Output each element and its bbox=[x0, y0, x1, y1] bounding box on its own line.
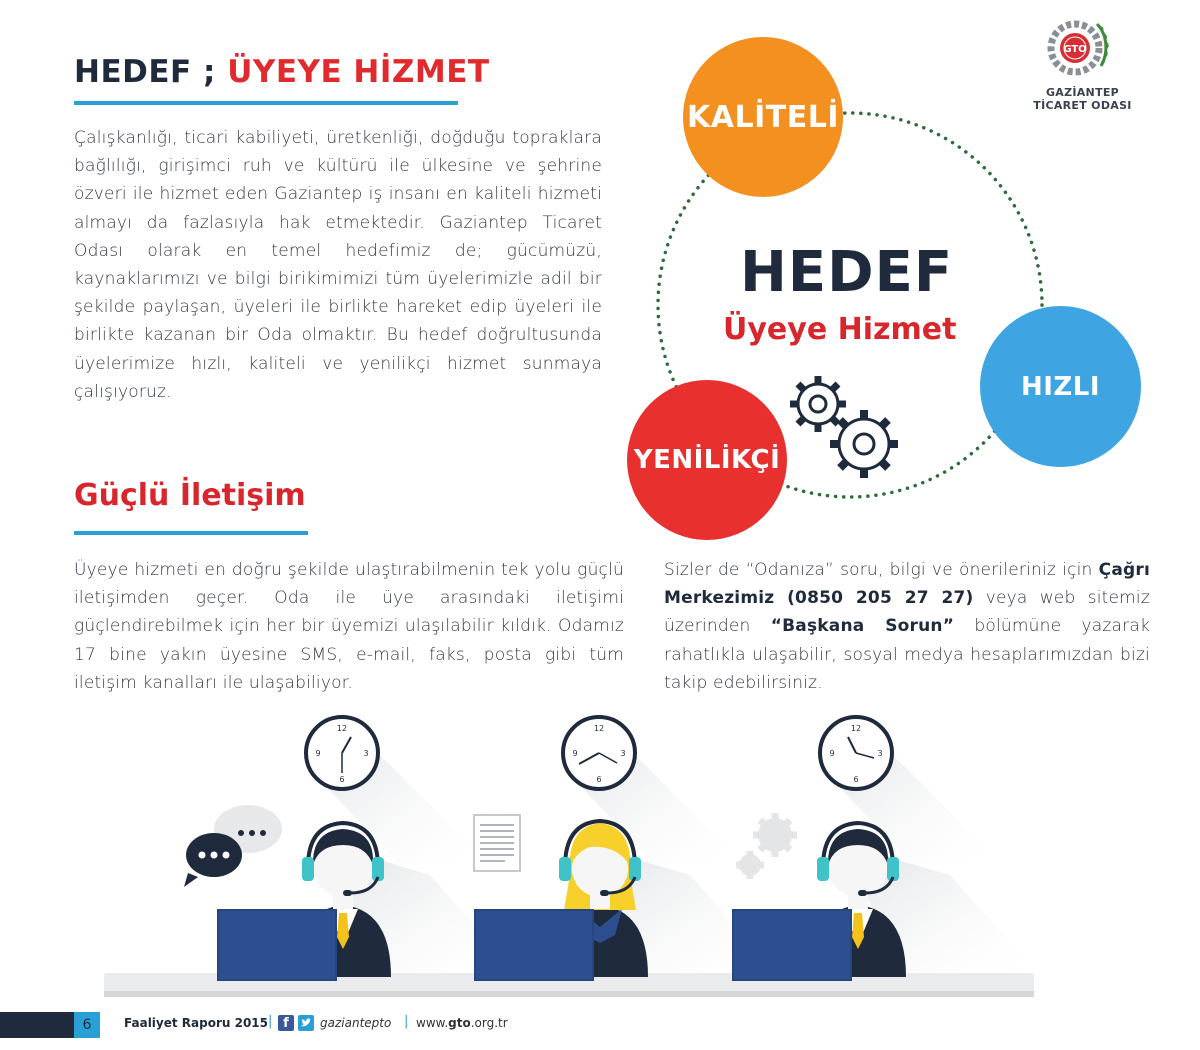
page-number: 6 bbox=[74, 1012, 100, 1038]
website-bold: gto bbox=[448, 1016, 471, 1030]
clock-icon bbox=[306, 717, 378, 789]
clock-number: 12 bbox=[336, 724, 348, 733]
footer-dark-block bbox=[0, 1012, 74, 1038]
small-gears-icon bbox=[736, 813, 797, 879]
document-icon bbox=[474, 815, 520, 871]
chat-bubbles-icon bbox=[184, 805, 282, 887]
node-hizli bbox=[980, 306, 1141, 467]
gears-icon bbox=[785, 370, 905, 485]
clock-number: 12 bbox=[850, 724, 862, 733]
twitter-icon[interactable] bbox=[298, 1015, 314, 1031]
page-title bbox=[74, 52, 490, 92]
clock-number: 3 bbox=[877, 749, 883, 758]
clock-icon bbox=[563, 717, 635, 789]
desk-edge bbox=[104, 991, 1034, 997]
footer-report-title: Faaliyet Raporu 2015 bbox=[124, 1016, 268, 1030]
right-paragraph-mid: veya web sitemiz üzerinden bbox=[664, 588, 1150, 637]
node-kaliteli bbox=[683, 37, 843, 197]
node-kaliteli-label: KALİTELİ bbox=[687, 99, 839, 135]
clock-number: 6 bbox=[853, 775, 859, 784]
facebook-icon[interactable]: f bbox=[278, 1015, 294, 1031]
clock-number: 12 bbox=[593, 724, 605, 733]
node-yenilikci-label: YENİLİKÇİ bbox=[633, 445, 781, 475]
gto-emblem-icon bbox=[1045, 12, 1115, 82]
section-heading: Güçlü İletişim bbox=[74, 478, 306, 513]
section-underline bbox=[74, 531, 308, 535]
emblem-text: GTO bbox=[1063, 44, 1087, 55]
diagram-center-subtitle: Üyeye Hizmet bbox=[723, 312, 957, 347]
clock-number: 9 bbox=[829, 749, 835, 758]
footer-separator: | bbox=[268, 1014, 273, 1029]
diagram-center-title: HEDEF bbox=[740, 240, 954, 305]
section-left-paragraph: Üyeye hizmeti en doğru şekilde ulaştırabilmenin tek yolu güçlü iletişimden geçer. Oda ile üye arasındaki iletişimi güçlendirebilmek için her bir üyemizi ulaşılabilir kıldık. Odamız 17 bine yakın üyesine SMS, e-mail, faks, posta gibi tüm iletişim kanalları ile ulaşabiliyor. bbox=[74, 560, 624, 693]
footer-separator: | bbox=[404, 1014, 409, 1029]
clock-icon bbox=[820, 717, 892, 789]
node-hizli-label: HIZLI bbox=[1020, 371, 1101, 402]
clock-number: 6 bbox=[596, 775, 602, 784]
clock-number: 3 bbox=[620, 749, 626, 758]
page-title-part1: HEDEF ; bbox=[74, 54, 216, 90]
logo-line1: GAZİANTEP bbox=[1045, 86, 1120, 99]
section-right-paragraph bbox=[664, 556, 1150, 697]
page-title-part2: ÜYEYE HİZMET bbox=[227, 54, 490, 90]
website-prefix: www. bbox=[416, 1016, 449, 1030]
website-suffix: .org.tr bbox=[470, 1016, 508, 1030]
right-paragraph-post: bölümüne yazarak rahatlıkla ulaşabilir, sosyal medya hesaplarımızdan bizi takip edebilirsiniz. bbox=[664, 616, 1150, 693]
website-link[interactable] bbox=[416, 1016, 508, 1030]
baskana-sorun-text: “Başkana Sorun” bbox=[770, 616, 955, 637]
call-center-text: Çağrı Merkezimiz (0850 205 27 27) bbox=[664, 560, 1150, 609]
clock-number: 3 bbox=[363, 749, 369, 758]
node-yenilikci bbox=[627, 380, 787, 540]
intro-paragraph: Çalışkanlığı, ticari kabiliyeti, üretkenliği, doğduğu topraklara bağlılığı, girişimci ruh ve kültürü ile ülkesine ve şehrine özveri ile hizmet eden Gaziantep iş insanı en kaliteli hizmeti almayı da fazlasıyla hak etmektedir. Gaziantep Ticaret Odası olarak en temel hedefimiz de; gücümüzü, kaynaklarımızı ve bilgi birikimimizi tüm üyelerimizle adil bir şekilde paylaşan, üyeleri ile birlikte hareket edip üyeleri ile birlikte kazanan bir Oda olmaktır. Bu hedef doğrultusunda üyelerimize hızlı, kaliteli ve yenilikçi hizmet sunmaya çalışıyoruz. bbox=[74, 128, 602, 402]
call-center-illustration bbox=[100, 705, 1060, 1010]
title-underline bbox=[74, 101, 458, 105]
clock-number: 9 bbox=[572, 749, 578, 758]
social-handle[interactable]: gaziantepto bbox=[320, 1016, 392, 1030]
logo-line2: TİCARET ODASI bbox=[1033, 99, 1132, 112]
clock-number: 6 bbox=[339, 775, 345, 784]
clock-number: 9 bbox=[315, 749, 321, 758]
right-paragraph-pre: Sizler de “Odanıza” soru, bilgi ve önerileriniz için bbox=[664, 560, 1099, 580]
